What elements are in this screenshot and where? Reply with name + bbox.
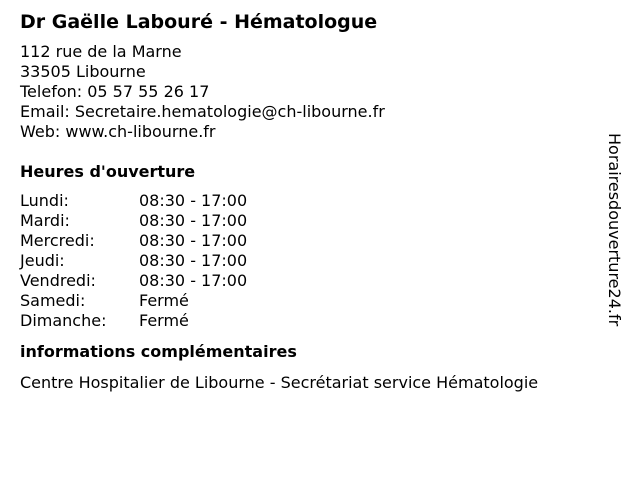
hours-row-thursday [20, 251, 600, 271]
day-label: Samedi: [20, 291, 86, 310]
address-block [20, 42, 600, 142]
page-title: Dr Gaëlle Labouré - Hématologue [20, 11, 378, 33]
opening-hours-heading: Heures d'ouverture [20, 162, 196, 181]
email-line: Email: Secretaire.hematologie@ch-libourne.fr [20, 102, 385, 121]
time-value: Fermé [139, 311, 189, 330]
hours-row-monday [20, 191, 600, 211]
time-value: 08:30 - 17:00 [139, 211, 248, 230]
opening-hours-table [20, 191, 600, 331]
phone-line: Telefon: 05 57 55 26 17 [20, 82, 210, 101]
time-value: 08:30 - 17:00 [139, 251, 248, 270]
hours-row-saturday [20, 291, 600, 311]
hours-row-friday [20, 271, 600, 291]
web-line: Web: www.ch-libourne.fr [20, 122, 216, 141]
listing-card [20, 8, 600, 394]
time-value: Fermé [139, 291, 189, 310]
day-label: Jeudi: [20, 251, 65, 270]
city-line: 33505 Libourne [20, 62, 146, 81]
hours-row-tuesday [20, 211, 600, 231]
day-label: Lundi: [20, 191, 69, 210]
day-label: Vendredi: [20, 271, 96, 290]
additional-info-heading: informations complémentaires [20, 342, 297, 361]
time-value: 08:30 - 17:00 [139, 191, 248, 210]
day-label: Dimanche: [20, 311, 107, 330]
time-value: 08:30 - 17:00 [139, 271, 248, 290]
day-label: Mercredi: [20, 231, 95, 250]
site-watermark: Horairesdouverture24.fr [605, 133, 624, 327]
street-line: 112 rue de la Marne [20, 42, 182, 61]
hours-row-wednesday [20, 231, 600, 251]
time-value: 08:30 - 17:00 [139, 231, 248, 250]
additional-info-text: Centre Hospitalier de Libourne - Secrétariat service Hématologie [20, 373, 539, 392]
hours-row-sunday [20, 311, 600, 331]
day-label: Mardi: [20, 211, 70, 230]
